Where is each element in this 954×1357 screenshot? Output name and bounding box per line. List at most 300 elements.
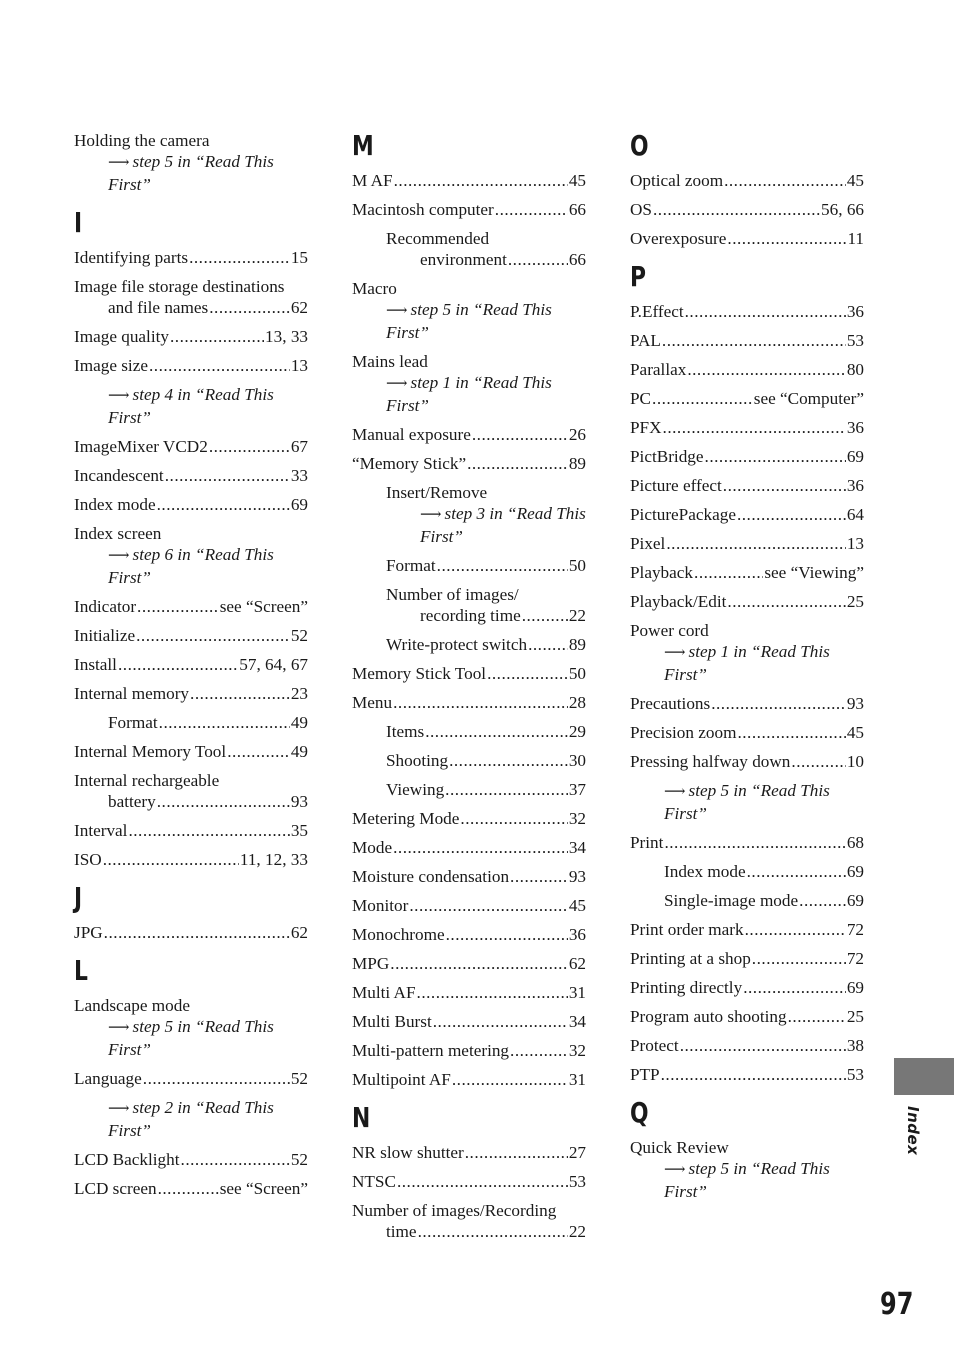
page-reference: 31 <box>568 1070 586 1089</box>
index-entry <box>630 1035 864 1056</box>
index-entry <box>352 866 586 887</box>
cross-reference-text: step 4 in “Read This First” <box>108 385 274 427</box>
leader-dots <box>446 924 568 945</box>
entry-term: Picture effect <box>630 476 722 495</box>
entry-term: Insert/Remove <box>386 483 488 502</box>
entry-term: Menu <box>352 693 393 712</box>
entry-term: Incandescent <box>74 466 164 485</box>
entry-term: Power cord <box>630 621 709 640</box>
page-reference: 72 <box>846 920 864 939</box>
index-entry <box>352 1200 586 1242</box>
cross-reference-text: step 5 in “Read This First” <box>108 1017 274 1059</box>
page-reference: 28 <box>568 693 586 712</box>
index-entry <box>630 504 864 525</box>
leader-dots <box>433 1011 568 1032</box>
side-index-tab <box>894 1058 954 1095</box>
page-reference: 33 <box>290 466 308 485</box>
leader-dots <box>528 634 568 655</box>
entry-term: Internal memory <box>74 684 190 703</box>
index-subentry <box>352 779 586 800</box>
index-entry <box>352 982 586 1003</box>
entry-term: MPG <box>352 954 390 973</box>
page-reference: 57, 64, 67 <box>239 655 308 674</box>
entry-term: Precision zoom <box>630 723 737 742</box>
entry-line <box>352 278 586 299</box>
index-subentry <box>352 555 586 576</box>
entry-term: Index mode <box>74 495 156 514</box>
entry-term: Index screen <box>74 524 162 543</box>
arrow-right-icon: ⟶ <box>108 1101 130 1117</box>
page-reference: 69 <box>290 495 308 514</box>
entry-term: PictBridge <box>630 447 704 466</box>
entry-term: OS <box>630 200 652 219</box>
entry-line <box>386 555 586 576</box>
entry-line <box>352 982 586 1003</box>
entry-term: PFX <box>630 418 662 437</box>
entry-line <box>630 620 864 641</box>
page-reference: 53 <box>846 1065 864 1084</box>
leader-dots <box>727 228 846 249</box>
index-entry <box>630 693 864 714</box>
index-entry <box>630 417 864 438</box>
entry-line <box>74 741 308 762</box>
entry-term: JPG <box>74 923 103 942</box>
cross-reference-text: step 5 in “Read This First” <box>108 152 274 194</box>
section-letter: N <box>352 1101 371 1134</box>
leader-dots <box>487 663 568 684</box>
leader-dots <box>393 692 568 713</box>
page-reference: 50 <box>568 664 586 683</box>
entry-line <box>386 634 586 655</box>
index-entry <box>74 741 308 762</box>
index-entry <box>352 924 586 945</box>
index-entry <box>352 953 586 974</box>
leader-dots <box>788 1006 846 1027</box>
index-entry <box>74 465 308 486</box>
entry-line <box>74 625 308 646</box>
cross-reference <box>630 1158 864 1202</box>
entry-line <box>352 199 586 220</box>
entry-line <box>74 247 308 268</box>
page-reference: 53 <box>568 1172 586 1191</box>
leader-dots <box>662 330 846 351</box>
page-reference: 22 <box>568 1222 586 1241</box>
index-entry <box>74 523 308 588</box>
entry-term: Parallax <box>630 360 687 379</box>
entry-term: PC <box>630 389 652 408</box>
entry-line <box>630 751 864 772</box>
arrow-right-icon: ⟶ <box>664 645 686 661</box>
entry-line <box>352 663 586 684</box>
entry-term: ISO <box>74 850 102 869</box>
index-subentry <box>74 384 308 428</box>
page-reference: 31 <box>568 983 586 1002</box>
entry-term: Printing at a shop <box>630 949 751 968</box>
entry-line <box>630 948 864 969</box>
page-reference: 93 <box>846 694 864 713</box>
entry-term: Recommended <box>386 229 490 248</box>
leader-dots <box>791 751 845 772</box>
page-reference: 45 <box>846 171 864 190</box>
entry-line <box>74 465 308 486</box>
entry-line <box>74 276 308 297</box>
entry-line <box>74 1149 308 1170</box>
entry-term: PAL <box>630 331 661 350</box>
entry-term: battery <box>108 792 156 811</box>
leader-dots <box>437 555 568 576</box>
arrow-right-icon: ⟶ <box>420 507 442 523</box>
entry-line <box>386 584 586 605</box>
page-reference: 34 <box>568 838 586 857</box>
entry-line <box>74 654 308 675</box>
page-reference: 45 <box>568 896 586 915</box>
page-reference: 15 <box>290 248 308 267</box>
leader-dots <box>128 820 289 841</box>
page-reference: 30 <box>568 751 586 770</box>
page-reference: 68 <box>846 833 864 852</box>
cross-reference-text: step 1 in “Read This First” <box>664 642 830 684</box>
leader-dots <box>189 247 290 268</box>
entry-line <box>74 297 308 318</box>
index-column-3 <box>630 130 864 1210</box>
entry-line <box>386 605 586 626</box>
index-entry <box>74 820 308 841</box>
entry-term: LCD Backlight <box>74 1150 180 1169</box>
leader-dots <box>209 297 290 318</box>
page-reference: 69 <box>846 447 864 466</box>
leader-dots <box>137 596 219 617</box>
page-reference: 13 <box>846 534 864 553</box>
entry-line <box>630 1137 864 1158</box>
index-entry <box>630 977 864 998</box>
page-reference: 62 <box>568 954 586 973</box>
index-entry <box>74 654 308 675</box>
entry-term: Macro <box>352 279 397 298</box>
entry-line <box>630 1035 864 1056</box>
leader-dots <box>143 1068 290 1089</box>
entry-line <box>664 890 864 911</box>
index-entry <box>630 751 864 772</box>
page-reference: 52 <box>290 1150 308 1169</box>
entry-line <box>630 446 864 467</box>
leader-dots <box>663 417 846 438</box>
index-entry <box>630 446 864 467</box>
page-reference: 25 <box>846 1007 864 1026</box>
page-reference: 89 <box>568 454 586 473</box>
index-entry <box>630 359 864 380</box>
entry-line <box>386 228 586 249</box>
entry-line <box>74 791 308 812</box>
section-letter: O <box>630 129 649 162</box>
entry-term: Printing directly <box>630 978 743 997</box>
page-reference: 25 <box>846 592 864 611</box>
leader-dots <box>418 1221 568 1242</box>
leader-dots <box>103 849 239 870</box>
entry-line <box>630 693 864 714</box>
entry-line <box>630 359 864 380</box>
entry-term: Single-image mode <box>664 891 799 910</box>
cross-reference <box>352 372 586 416</box>
leader-dots <box>743 977 846 998</box>
cross-reference-text: step 5 in “Read This First” <box>386 300 552 342</box>
index-entry <box>352 1011 586 1032</box>
page-reference: 89 <box>568 635 586 654</box>
entry-line <box>386 779 586 800</box>
entry-term: Format <box>108 713 158 732</box>
entry-term: Pixel <box>630 534 666 553</box>
entry-line <box>630 1064 864 1085</box>
entry-line <box>352 692 586 713</box>
index-entry <box>630 620 864 685</box>
page-reference: 36 <box>846 302 864 321</box>
index-entry <box>352 1069 586 1090</box>
entry-term: Index mode <box>664 862 746 881</box>
leader-dots <box>390 953 568 974</box>
page-reference: 45 <box>846 723 864 742</box>
leader-dots <box>460 808 567 829</box>
entry-term: Multipoint AF <box>352 1070 451 1089</box>
index-column-2 <box>352 130 586 1250</box>
entry-line <box>108 712 308 733</box>
entry-term: Holding the camera <box>74 131 210 150</box>
section-letter: Q <box>630 1096 649 1129</box>
index-entry <box>74 1149 308 1170</box>
page-reference: 22 <box>568 606 586 625</box>
index-column-1 <box>74 130 308 1207</box>
page-reference: see “Viewing” <box>764 563 864 582</box>
entry-line <box>352 424 586 445</box>
index-entry <box>352 170 586 191</box>
page-reference: 45 <box>568 171 586 190</box>
page-reference: 35 <box>290 821 308 840</box>
entry-term: Image quality <box>74 327 169 346</box>
entry-line <box>74 494 308 515</box>
entry-line <box>74 326 308 347</box>
entry-term: NR slow shutter <box>352 1143 464 1162</box>
index-entry <box>352 351 586 416</box>
cross-reference <box>108 1097 308 1141</box>
index-entry <box>74 130 308 195</box>
entry-term: Monochrome <box>352 925 445 944</box>
leader-dots <box>190 683 290 704</box>
page-reference: 62 <box>290 298 308 317</box>
leader-dots <box>666 533 845 554</box>
entry-line <box>630 199 864 220</box>
section-letter: L <box>74 954 88 987</box>
index-entry <box>74 247 308 268</box>
page-reference: 13 <box>290 356 308 375</box>
entry-line <box>74 922 308 943</box>
entry-line <box>386 482 586 503</box>
entry-line <box>386 721 586 742</box>
leader-dots <box>508 249 568 270</box>
entry-term: Monitor <box>352 896 409 915</box>
page-reference: 32 <box>568 1041 586 1060</box>
index-subentry <box>352 228 586 270</box>
page-reference: 36 <box>568 925 586 944</box>
entry-term: PicturePackage <box>630 505 736 524</box>
entry-term: Metering Mode <box>352 809 460 828</box>
index-entry <box>352 278 586 343</box>
leader-dots <box>737 504 846 525</box>
entry-line <box>630 504 864 525</box>
page-reference: 50 <box>568 556 586 575</box>
index-entry <box>630 330 864 351</box>
section-letter: J <box>74 881 83 914</box>
entry-line <box>352 1142 586 1163</box>
leader-dots <box>394 170 568 191</box>
index-entry <box>352 837 586 858</box>
entry-term: M AF <box>352 171 393 190</box>
entry-term: LCD screen <box>74 1179 157 1198</box>
index-entry <box>352 1142 586 1163</box>
index-entry <box>74 1068 308 1089</box>
index-entry <box>352 663 586 684</box>
entry-line <box>352 866 586 887</box>
arrow-right-icon: ⟶ <box>108 1020 130 1036</box>
index-entry <box>74 922 308 943</box>
cross-reference <box>352 299 586 343</box>
index-entry <box>630 832 864 853</box>
entry-line <box>352 1171 586 1192</box>
leader-dots <box>680 1035 846 1056</box>
page-reference: 67 <box>290 437 308 456</box>
leader-dots <box>165 465 290 486</box>
index-subentry <box>74 712 308 733</box>
leader-dots <box>227 741 290 762</box>
leader-dots <box>170 326 264 347</box>
page-reference: 64 <box>846 505 864 524</box>
index-entry <box>74 436 308 457</box>
index-subentry <box>352 584 586 626</box>
leader-dots <box>425 721 568 742</box>
cross-reference-text: step 5 in “Read This First” <box>664 1159 830 1201</box>
leader-dots <box>694 562 763 583</box>
index-entry <box>74 683 308 704</box>
page-reference: 10 <box>846 752 864 771</box>
entry-line <box>630 919 864 940</box>
page-reference: 52 <box>290 626 308 645</box>
entry-line <box>352 1011 586 1032</box>
index-subentry <box>352 634 586 655</box>
cross-reference <box>664 780 864 824</box>
entry-term: Print <box>630 833 664 852</box>
page-reference: 27 <box>568 1143 586 1162</box>
entry-line <box>74 355 308 376</box>
entry-line <box>352 953 586 974</box>
entry-term: Playback/Edit <box>630 592 727 611</box>
section-letter: I <box>74 206 83 239</box>
page-reference: 11 <box>847 229 864 248</box>
index-entry <box>630 533 864 554</box>
leader-dots <box>397 1171 568 1192</box>
cross-reference <box>386 503 586 547</box>
section-letter: M <box>352 129 374 162</box>
leader-dots <box>157 494 290 515</box>
page-reference: 53 <box>846 331 864 350</box>
page-reference: 23 <box>290 684 308 703</box>
leader-dots <box>158 1178 219 1199</box>
index-entry <box>630 591 864 612</box>
index-entry <box>74 849 308 870</box>
page-reference: 49 <box>290 713 308 732</box>
cross-reference-text: step 1 in “Read This First” <box>386 373 552 415</box>
arrow-right-icon: ⟶ <box>108 155 130 171</box>
leader-dots <box>118 654 238 675</box>
index-entry <box>74 770 308 812</box>
entry-line <box>352 453 586 474</box>
entry-term: “Memory Stick” <box>352 454 467 473</box>
entry-term: Multi AF <box>352 983 416 1002</box>
entry-line <box>352 170 586 191</box>
leader-dots <box>724 170 846 191</box>
entry-line <box>352 895 586 916</box>
entry-line <box>74 436 308 457</box>
entry-line <box>630 832 864 853</box>
page-reference: 69 <box>846 862 864 881</box>
entry-line <box>664 861 864 882</box>
leader-dots <box>705 446 846 467</box>
leader-dots <box>157 791 290 812</box>
cross-reference-text: step 3 in “Read This First” <box>420 504 586 546</box>
index-entry <box>630 1064 864 1085</box>
index-entry <box>630 228 864 249</box>
index-entry <box>74 355 308 376</box>
entry-term: Write-protect switch <box>386 635 528 654</box>
entry-line <box>630 388 864 409</box>
index-entry <box>630 1137 864 1202</box>
entry-line <box>352 808 586 829</box>
index-subentry <box>74 1097 308 1141</box>
entry-line <box>630 330 864 351</box>
page-reference: 11, 12, 33 <box>239 850 308 869</box>
entry-term: Internal Memory Tool <box>74 742 227 761</box>
leader-dots <box>409 895 567 916</box>
entry-line <box>74 523 308 544</box>
index-entry <box>74 995 308 1060</box>
index-subentry <box>352 482 586 547</box>
entry-term: Install <box>74 655 117 674</box>
entry-term: Landscape mode <box>74 996 190 1015</box>
cross-reference <box>74 544 308 588</box>
entry-line <box>630 417 864 438</box>
entry-line <box>386 750 586 771</box>
index-entry <box>630 301 864 322</box>
arrow-right-icon: ⟶ <box>108 548 130 564</box>
leader-dots <box>209 436 290 457</box>
page-reference: 52 <box>290 1069 308 1088</box>
entry-line <box>630 475 864 496</box>
entry-term: Items <box>386 722 425 741</box>
entry-term: NTSC <box>352 1172 396 1191</box>
page-reference: 69 <box>846 891 864 910</box>
entry-term: Manual exposure <box>352 425 471 444</box>
leader-dots <box>522 605 568 626</box>
leader-dots <box>393 837 568 858</box>
leader-dots <box>653 199 820 220</box>
page-reference: 13, 33 <box>265 327 308 346</box>
entry-line <box>74 820 308 841</box>
entry-line <box>352 1040 586 1061</box>
entry-line <box>74 683 308 704</box>
leader-dots <box>727 591 845 612</box>
entry-term: Number of images/Recording <box>352 1201 557 1220</box>
entry-term: Protect <box>630 1036 679 1055</box>
entry-term: Indicator <box>74 597 137 616</box>
leader-dots <box>449 750 568 771</box>
page-reference: 72 <box>846 949 864 968</box>
index-entry <box>352 1171 586 1192</box>
